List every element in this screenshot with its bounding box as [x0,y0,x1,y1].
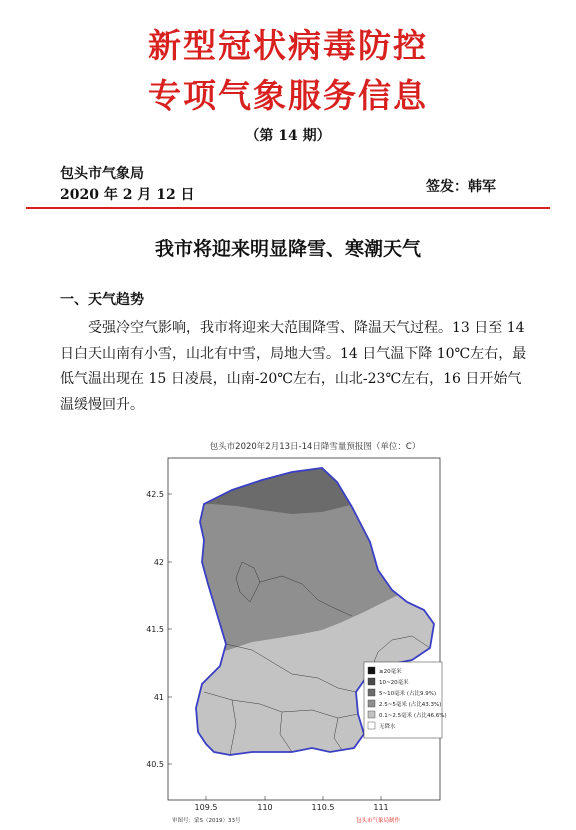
map-approval-number: 审图号：蒙S（2019）33号 [172,818,241,824]
signer: 签发：韩军 [426,179,496,195]
document-title-line2: 专项气象服务信息 [148,76,428,115]
map-legend [364,662,447,738]
legend-swatch [368,678,375,685]
map-title: 包头市2020年2月13日-14日降雪量预报图（单位：C） [209,442,421,452]
legend-label: 10~20毫米 [379,680,409,686]
legend-label: 0.1~2.5毫米 (占比46.6%) [379,713,447,719]
legend-label: 2.5~5毫米 (占比43.3%) [379,702,442,708]
y-tick-label: 41.5 [146,625,164,634]
map-producer: 包头市气象局制作 [356,818,401,824]
y-tick-label: 42.5 [146,490,164,499]
header-divider [26,207,550,209]
legend-label: 5~10毫米 (占比9.9%) [379,691,437,697]
x-tick-label: 111 [373,803,389,812]
x-tick-label: 110.5 [311,803,335,812]
legend-swatch [368,689,375,696]
section-heading: 一、天气趋势 [60,292,144,308]
section-body: 受强冷空气影响，我市将迎来大范围降雪、降温天气过程。13 日至 14 日白天山南有小雪，山北有中雪，局地大雪。14 日气温下降 10℃左右，最低气温出现在 15 日凌晨，山南-20℃左右，山北-23℃左右，16 日开始气温缓慢回升。 [60,320,527,413]
x-tick-label: 109.5 [194,803,218,812]
y-tick-label: 40.5 [146,760,164,769]
y-tick-label: 41 [153,693,164,702]
y-tick-label: 42 [153,558,164,567]
legend-box [364,662,442,738]
snowfall-forecast-map [142,452,452,830]
legend-swatch [368,700,375,707]
legend-label: 无降水 [379,724,396,730]
legend-swatch [368,711,375,718]
legend-swatch [368,722,375,729]
x-tick-label: 110 [257,803,273,812]
document-title-line1: 新型冠状病毒防控 [148,26,428,65]
legend-label: ≥20毫米 [379,669,402,675]
headline: 我市将迎来明显降雪、寒潮天气 [154,238,421,260]
issue-number: （第 14 期） [245,128,331,144]
issue-date: 2020 年 2 月 12 日 [60,187,195,203]
legend-swatch [368,667,375,674]
issuing-organization: 包头市气象局 [60,166,144,182]
